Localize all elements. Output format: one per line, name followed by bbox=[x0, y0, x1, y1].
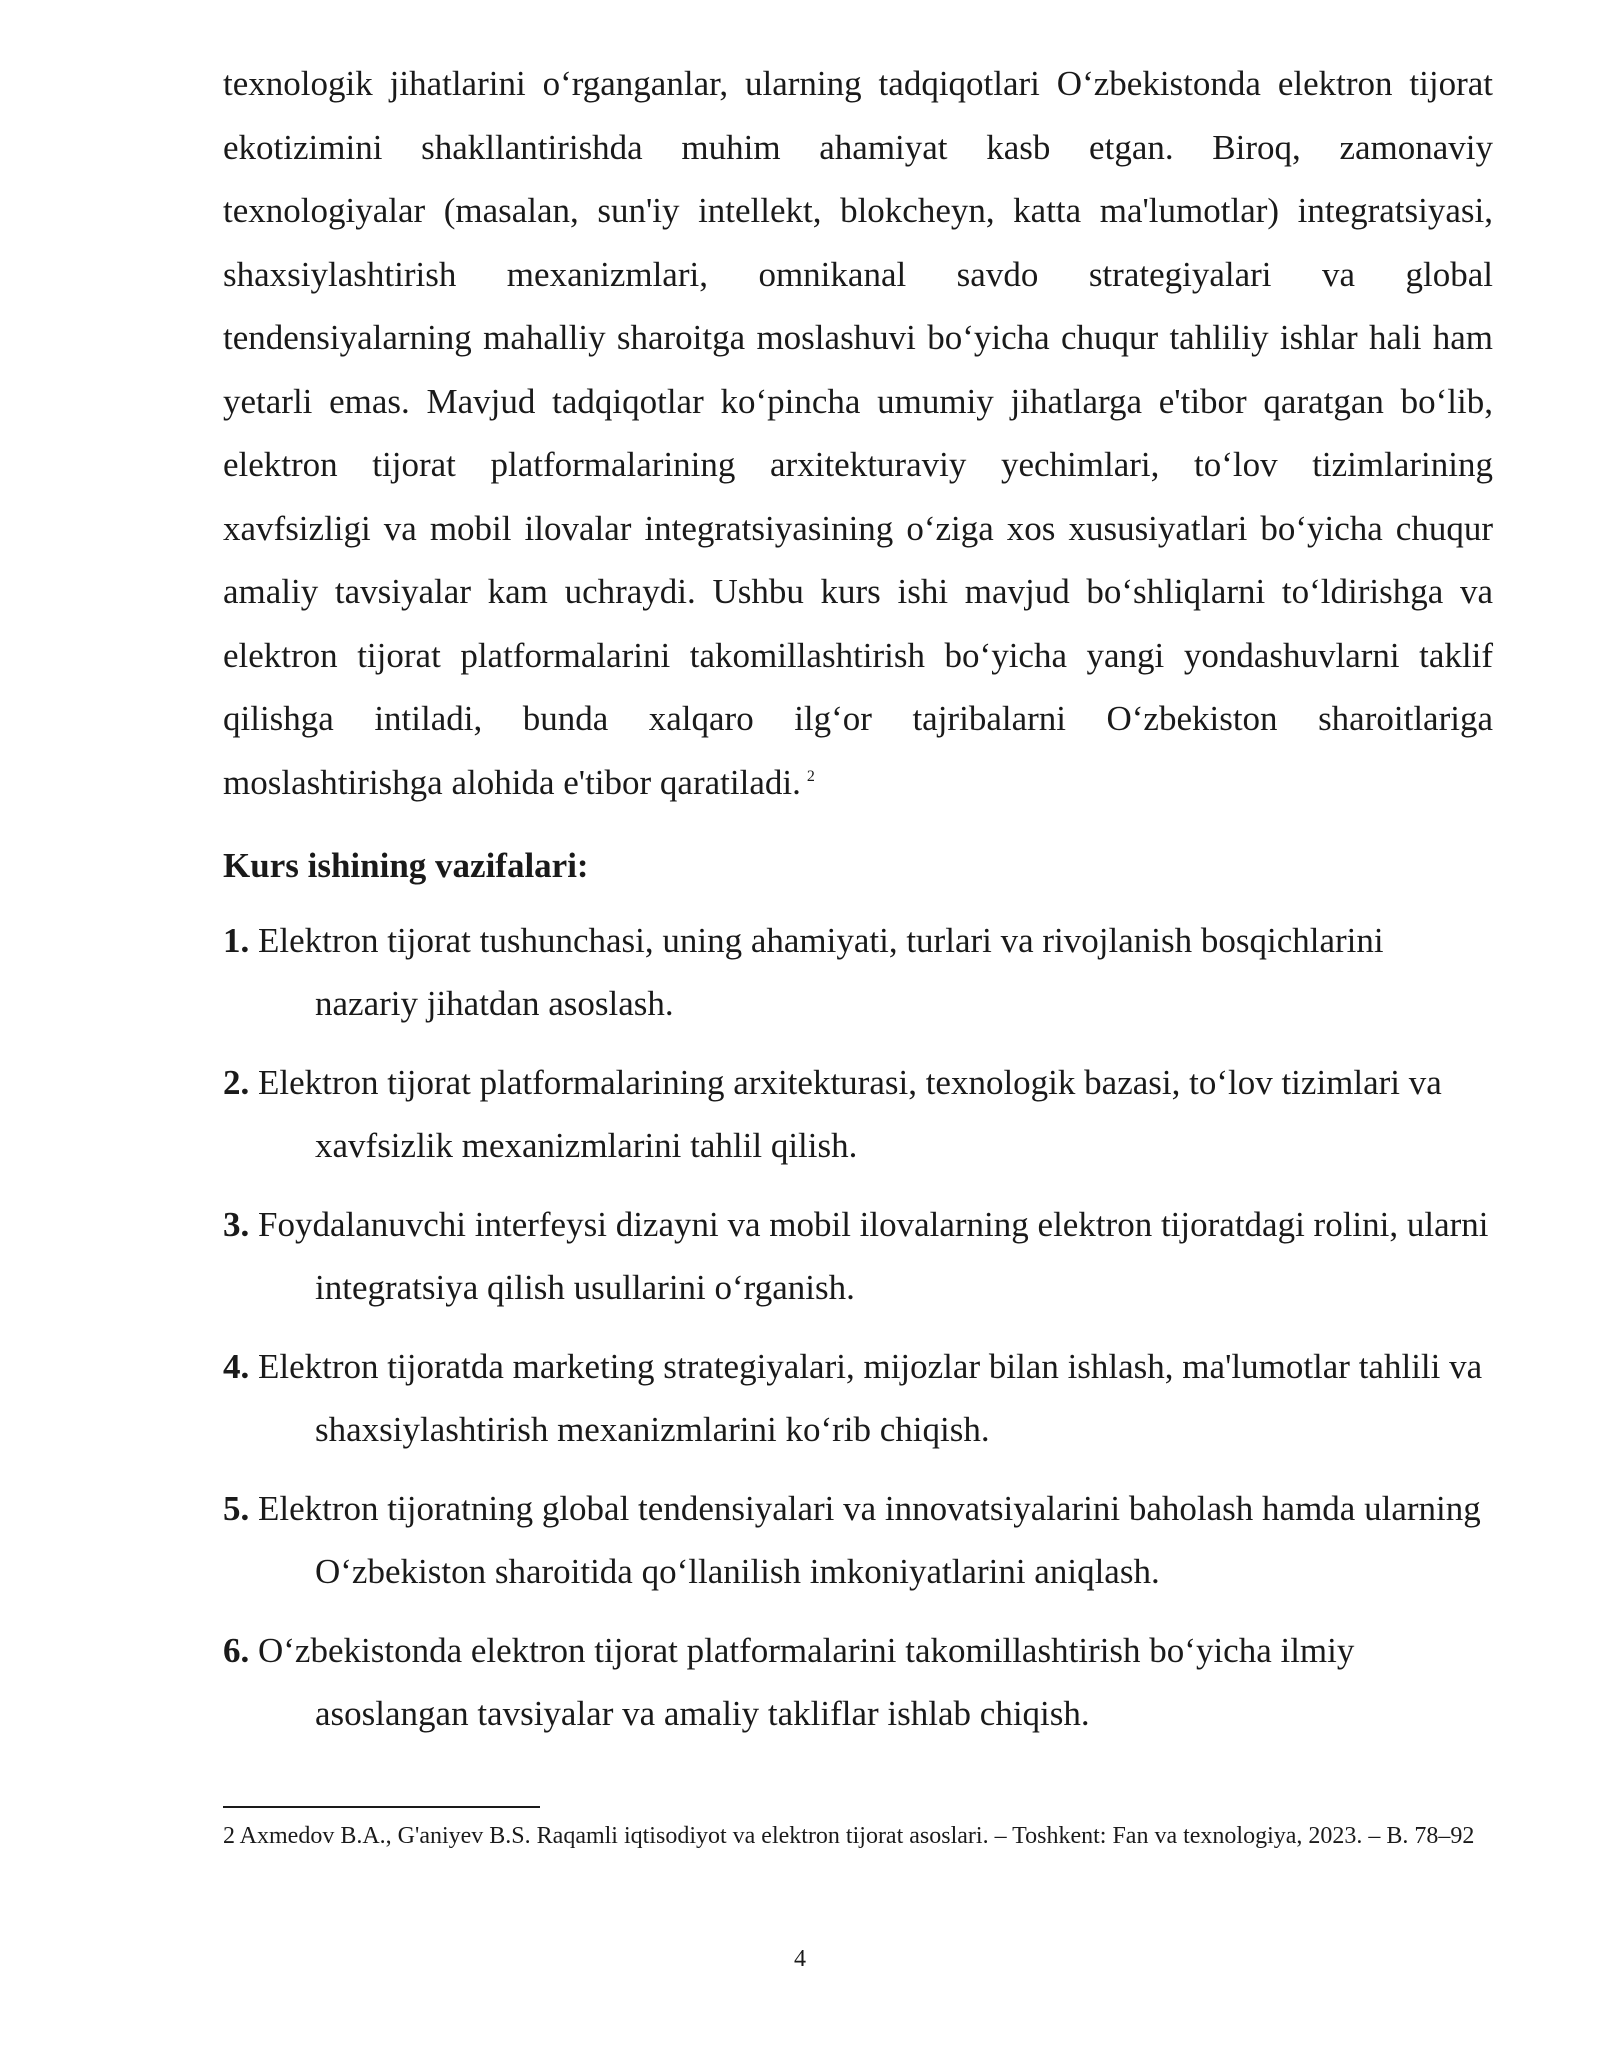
task-item-1 bbox=[223, 909, 1493, 1035]
task-text: O‘zbekistonda elektron tijorat platformalarini takomillashtirish bo‘yicha ilmiy asoslangan tavsiyalar va amaliy takliflar ishlab chiqish. bbox=[258, 1631, 1355, 1733]
task-number: 5. bbox=[223, 1489, 250, 1528]
task-list bbox=[223, 909, 1493, 1745]
footnote-area bbox=[223, 1806, 1493, 1853]
intro-paragraph bbox=[223, 52, 1493, 814]
page-body bbox=[223, 52, 1493, 1761]
task-text: Foydalanuvchi interfeysi dizayni va mobil ilovalarning elektron tijoratdagi rolini, ularni integratsiya qilish usullarini o‘rganish. bbox=[258, 1205, 1489, 1307]
task-number: 6. bbox=[223, 1631, 250, 1670]
task-text: Elektron tijorat tushunchasi, uning ahamiyati, turlari va rivojlanish bosqichlarini nazariy jihatdan asoslash. bbox=[258, 921, 1384, 1023]
intro-paragraph-last-line: sharoitlariga moslashtirishga alohida e'tibor qaratiladi. bbox=[223, 699, 1493, 802]
task-text: Elektron tijoratda marketing strategiyalari, mijozlar bilan ishlash, ma'lumotlar tahlili va shaxsiylashtirish mexanizmlarini ko‘rib chiqish. bbox=[258, 1347, 1483, 1449]
page-number: 4 bbox=[794, 1946, 806, 1972]
task-item-6 bbox=[223, 1619, 1493, 1745]
intro-paragraph-text: texnologik jihatlarini o‘rganganlar, ularning tadqiqotlari O‘zbekistonda elektron tijorat ekotizimini shakllantirishda muhim ahamiyat kasb etgan. Biroq, zamonaviy texnologiyalar (masalan, sun'iy intellekt, blokcheyn, katta ma'lumotlar) integratsiyasi, shaxsiylashtirish mexanizmlari, omnikanal savdo strategiyalari va global tendensiyalarning mahalliy sharoitga moslashuvi bo‘yicha chuqur tahliliy ishlar hali ham yetarli emas. Mavjud tadqiqotlar ko‘pincha umumiy jihatlarga e'tibor qaratgan bo‘lib, elektron tijorat platformalarining arxitekturaviy yechimlari, to‘lov tizimlarining xavfsizligi va mobil ilovalar integratsiyasining o‘ziga xos xususiyatlari bo‘yicha chuqur amaliy tavsiyalar kam uchraydi. Ushbu kurs ishi mavjud bo‘shliqlarni to‘ldirishga va elektron tijorat platformalarini takomillashtirish bo‘yicha yangi yondashuvlarni taklif qilishga intiladi, bunda xalqaro ilg‘or tajribalarni O‘zbekiston bbox=[223, 64, 1493, 738]
task-number: 3. bbox=[223, 1205, 250, 1244]
task-item-2 bbox=[223, 1051, 1493, 1177]
task-text: Elektron tijoratning global tendensiyalari va innovatsiyalarini baholash hamda ularning O‘zbekiston sharoitida qo‘llanilish imkoniyatlarini aniqlash. bbox=[258, 1489, 1481, 1591]
task-number: 4. bbox=[223, 1347, 250, 1386]
task-number: 1. bbox=[223, 921, 250, 960]
footnote-reference[interactable]: 2 bbox=[806, 767, 815, 785]
footnote-text: 2 Axmedov B.A., G'aniyev B.S. Raqamli iqtisodiyot va elektron tijorat asoslari. – Toshkent: Fan va texnologiya, 2023. – B. 78–92 bbox=[223, 1823, 1475, 1849]
section-heading: Kurs ishining vazifalari: bbox=[223, 846, 589, 885]
footnote-separator bbox=[223, 1806, 540, 1808]
task-number: 2. bbox=[223, 1063, 250, 1102]
task-text: Elektron tijorat platformalarining arxitekturasi, texnologik bazasi, to‘lov tizimlari va xavfsizlik mexanizmlarini tahlil qilish. bbox=[258, 1063, 1442, 1165]
task-item-3 bbox=[223, 1193, 1493, 1319]
task-item-4 bbox=[223, 1335, 1493, 1461]
task-item-5 bbox=[223, 1477, 1493, 1603]
